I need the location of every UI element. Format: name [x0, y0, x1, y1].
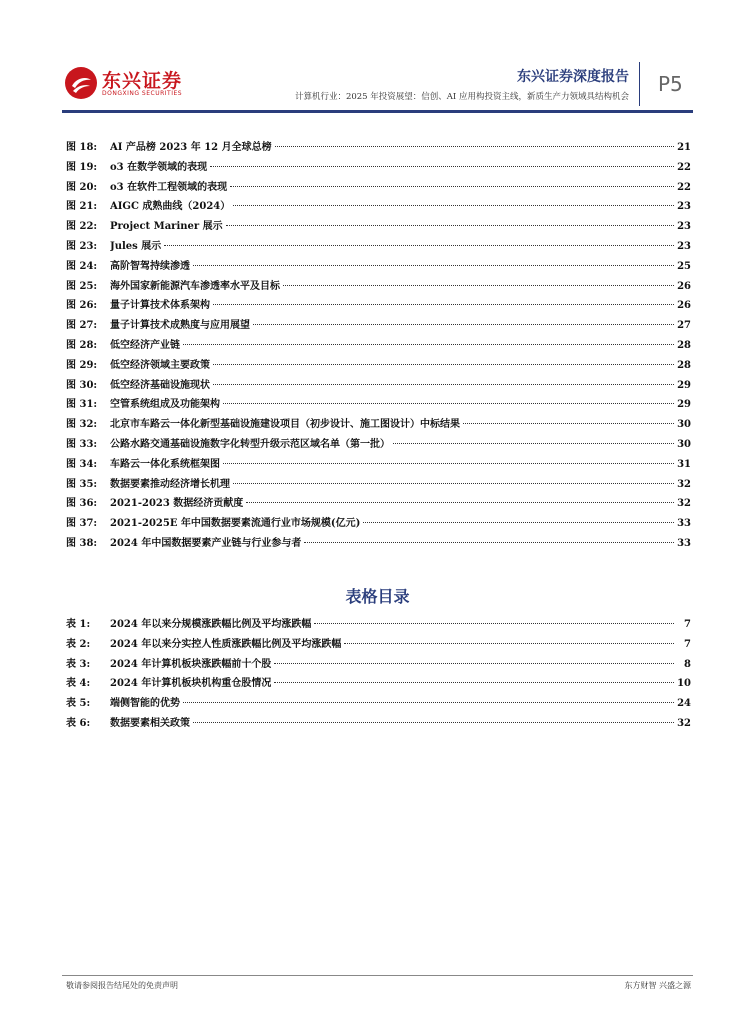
dot-leader [233, 205, 674, 206]
entry-title: 2021-2025E 年中国数据要素流通行业市场规模(亿元) [110, 518, 361, 530]
entry-title: 2024 年以来分实控人性质涨跌幅比例及平均涨跌幅 [110, 638, 342, 650]
entry-page-number: 26 [677, 280, 691, 292]
dot-leader [193, 722, 674, 723]
entry-label: 图 18: [66, 142, 98, 153]
entry-label: 图 20: [66, 181, 98, 193]
toc-entry[interactable] [66, 316, 691, 336]
entry-page-number: 29 [677, 399, 691, 411]
entry-page-number: 7 [684, 619, 691, 630]
dot-leader [314, 623, 674, 624]
dot-leader [283, 285, 674, 286]
entry-label: 表 4: [66, 678, 91, 690]
entry-label: 图 23: [66, 240, 98, 252]
entry-label: 图 22: [66, 221, 98, 233]
toc-entry[interactable] [66, 415, 691, 435]
entry-title: 2024 年计算机板块机构重仓股情况 [110, 678, 272, 690]
toc-entry[interactable] [66, 296, 691, 316]
entry-page-number: 28 [677, 339, 691, 351]
entry-label: 表 2: [66, 638, 91, 650]
entry-title: 2024 年中国数据要素产业链与行业参与者 [110, 537, 302, 549]
report-title: 东兴证券深度报告 [517, 69, 629, 85]
toc-entry[interactable] [66, 138, 691, 158]
entry-page-number: 31 [677, 458, 691, 470]
entry-title: 北京市车路云一体化新型基础设施建设项目（初步设计、施工图设计）中标结果 [110, 419, 460, 431]
entry-page-number: 23 [677, 240, 691, 252]
dot-leader [210, 166, 674, 167]
entry-title: 端侧智能的优势 [110, 698, 180, 710]
entry-label: 图 33: [66, 438, 98, 450]
entry-label: 图 25: [66, 280, 98, 292]
entry-label: 表 5: [66, 698, 91, 710]
entry-title: 数据要素相关政策 [110, 717, 190, 729]
dot-leader [275, 146, 674, 147]
entry-label: 表 3: [66, 658, 91, 670]
entry-page-number: 8 [684, 658, 691, 670]
entry-title: 车路云一体化系统框架图 [110, 458, 220, 470]
toc-entry[interactable] [66, 178, 691, 198]
logo-chinese-name: 东兴证券 [102, 70, 183, 92]
toc-entry[interactable] [66, 674, 691, 694]
dot-leader [233, 483, 674, 484]
dot-leader [393, 443, 674, 444]
dot-leader [183, 702, 674, 703]
dot-leader [230, 186, 674, 187]
entry-page-number: 33 [677, 537, 691, 549]
toc-entry[interactable] [66, 635, 691, 655]
report-subtitle: 计算机行业：2025 年投资展望：信创、AI 应用构投资主线，新质生产力领域具结构机会 [294, 92, 629, 102]
entry-page-number: 30 [677, 438, 691, 450]
entry-title: 低空经济领域主要政策 [110, 359, 210, 371]
entry-page-number: 24 [677, 698, 691, 710]
entry-page-number: 27 [677, 320, 691, 332]
dot-leader [213, 304, 674, 305]
dot-leader [226, 225, 674, 226]
entry-page-number: 23 [677, 201, 691, 213]
toc-entry[interactable] [66, 257, 691, 277]
dot-leader [304, 542, 674, 543]
entry-title: 公路水路交通基础设施数字化转型升级示范区域名单（第一批） [110, 438, 390, 450]
entry-label: 图 27: [66, 320, 98, 332]
logo-mark-icon [64, 66, 98, 100]
entry-title: 量子计算技术成熟度与应用展望 [110, 320, 250, 332]
entry-title: 数据要素推动经济增长机理 [110, 478, 230, 490]
dot-leader [253, 324, 674, 325]
entry-label: 图 34: [66, 458, 98, 470]
dot-leader [223, 463, 674, 464]
entry-title: o3 在软件工程领域的表现 [110, 181, 228, 193]
entry-title: o3 在数学领域的表现 [110, 161, 208, 173]
entry-label: 表 1: [66, 619, 91, 630]
entry-title: 低空经济基础设施现状 [110, 379, 210, 391]
entry-title: Jules 展示 [110, 240, 162, 252]
page-header [0, 0, 755, 118]
entry-page-number: 32 [677, 498, 691, 510]
entry-label: 图 38: [66, 537, 98, 549]
dot-leader [463, 423, 674, 424]
dot-leader [344, 643, 674, 644]
figure-list [66, 138, 691, 554]
footer-rule [62, 975, 693, 976]
dot-leader [213, 384, 674, 385]
entry-label: 图 31: [66, 399, 98, 411]
entry-page-number: 28 [677, 359, 691, 371]
entry-title: Project Mariner 展示 [110, 221, 223, 233]
dot-leader [213, 364, 674, 365]
entry-page-number: 25 [677, 260, 691, 272]
dot-leader [183, 344, 674, 345]
entry-label: 图 37: [66, 518, 98, 530]
toc-entry[interactable] [66, 714, 691, 734]
entry-label: 表 6: [66, 717, 91, 729]
entry-page-number: 30 [677, 419, 691, 431]
entry-page-number: 26 [677, 300, 691, 312]
entry-label: 图 24: [66, 260, 98, 272]
dot-leader [164, 245, 674, 246]
page-number: P5 [658, 72, 683, 96]
entry-label: 图 35: [66, 478, 98, 490]
toc-entry[interactable] [66, 494, 691, 514]
dot-leader [193, 265, 674, 266]
toc-entry[interactable] [66, 336, 691, 356]
entry-label: 图 32: [66, 419, 98, 431]
entry-title: AIGC 成熟曲线（2024） [110, 201, 231, 213]
toc-entry[interactable] [66, 455, 691, 475]
entry-page-number: 32 [677, 478, 691, 490]
toc-entry[interactable] [66, 615, 691, 635]
company-logo [64, 66, 184, 102]
toc-entry[interactable] [66, 277, 691, 297]
entry-page-number: 32 [677, 717, 691, 729]
entry-page-number: 22 [677, 181, 691, 193]
toc-entry[interactable] [66, 217, 691, 237]
entry-title: 海外国家新能源汽车渗透率水平及目标 [110, 280, 280, 292]
toc-entry[interactable] [66, 158, 691, 178]
toc-entry[interactable] [66, 435, 691, 455]
toc-entry[interactable] [66, 395, 691, 415]
dot-leader [274, 682, 674, 683]
toc-entry[interactable] [66, 514, 691, 534]
entry-label: 图 19: [66, 161, 98, 173]
header-rule [62, 110, 693, 113]
entry-page-number: 22 [677, 161, 691, 173]
entry-label: 图 30: [66, 379, 98, 391]
entry-label: 图 21: [66, 201, 98, 213]
entry-title: 2024 年以来分规模涨跌幅比例及平均涨跌幅 [110, 619, 312, 630]
entry-page-number: 10 [677, 678, 691, 690]
entry-title: 2021-2023 数据经济贡献度 [110, 498, 244, 510]
tables-heading: 表格目录 [345, 587, 410, 606]
dot-leader [363, 522, 674, 523]
entry-title: 低空经济产业链 [110, 339, 180, 351]
entry-title: 2024 年计算机板块涨跌幅前十个股 [110, 658, 272, 670]
entry-page-number: 21 [677, 142, 691, 153]
dot-leader [246, 502, 674, 503]
entry-label: 图 29: [66, 359, 98, 371]
dot-leader [274, 663, 674, 664]
entry-page-number: 23 [677, 221, 691, 233]
entry-title: AI 产品榜 2023 年 12 月全球总榜 [110, 142, 272, 153]
entry-title: 高阶智驾持续渗透 [110, 260, 190, 272]
logo-english-name: DONGXING SECURITIES [102, 90, 183, 97]
entry-page-number: 33 [677, 518, 691, 530]
toc-entry[interactable] [66, 197, 691, 217]
entry-page-number: 7 [684, 638, 691, 650]
toc-entry[interactable] [66, 356, 691, 376]
footer-slogan: 东方财智 兴盛之源 [624, 981, 691, 990]
dot-leader [223, 403, 674, 404]
entry-title: 空管系统组成及功能架构 [110, 399, 220, 411]
footer-disclaimer: 敬请参阅报告结尾处的免责声明 [66, 981, 178, 990]
entry-label: 图 26: [66, 300, 98, 312]
entry-label: 图 28: [66, 339, 98, 351]
toc-entry[interactable] [66, 655, 691, 675]
header-separator [639, 62, 640, 106]
toc-entry[interactable] [66, 694, 691, 714]
toc-entry[interactable] [66, 534, 691, 554]
toc-entry[interactable] [66, 376, 691, 396]
toc-entry[interactable] [66, 475, 691, 495]
entry-label: 图 36: [66, 498, 98, 510]
toc-entry[interactable] [66, 237, 691, 257]
entry-title: 量子计算技术体系架构 [110, 300, 210, 312]
table-list [66, 615, 691, 734]
entry-page-number: 29 [677, 379, 691, 391]
